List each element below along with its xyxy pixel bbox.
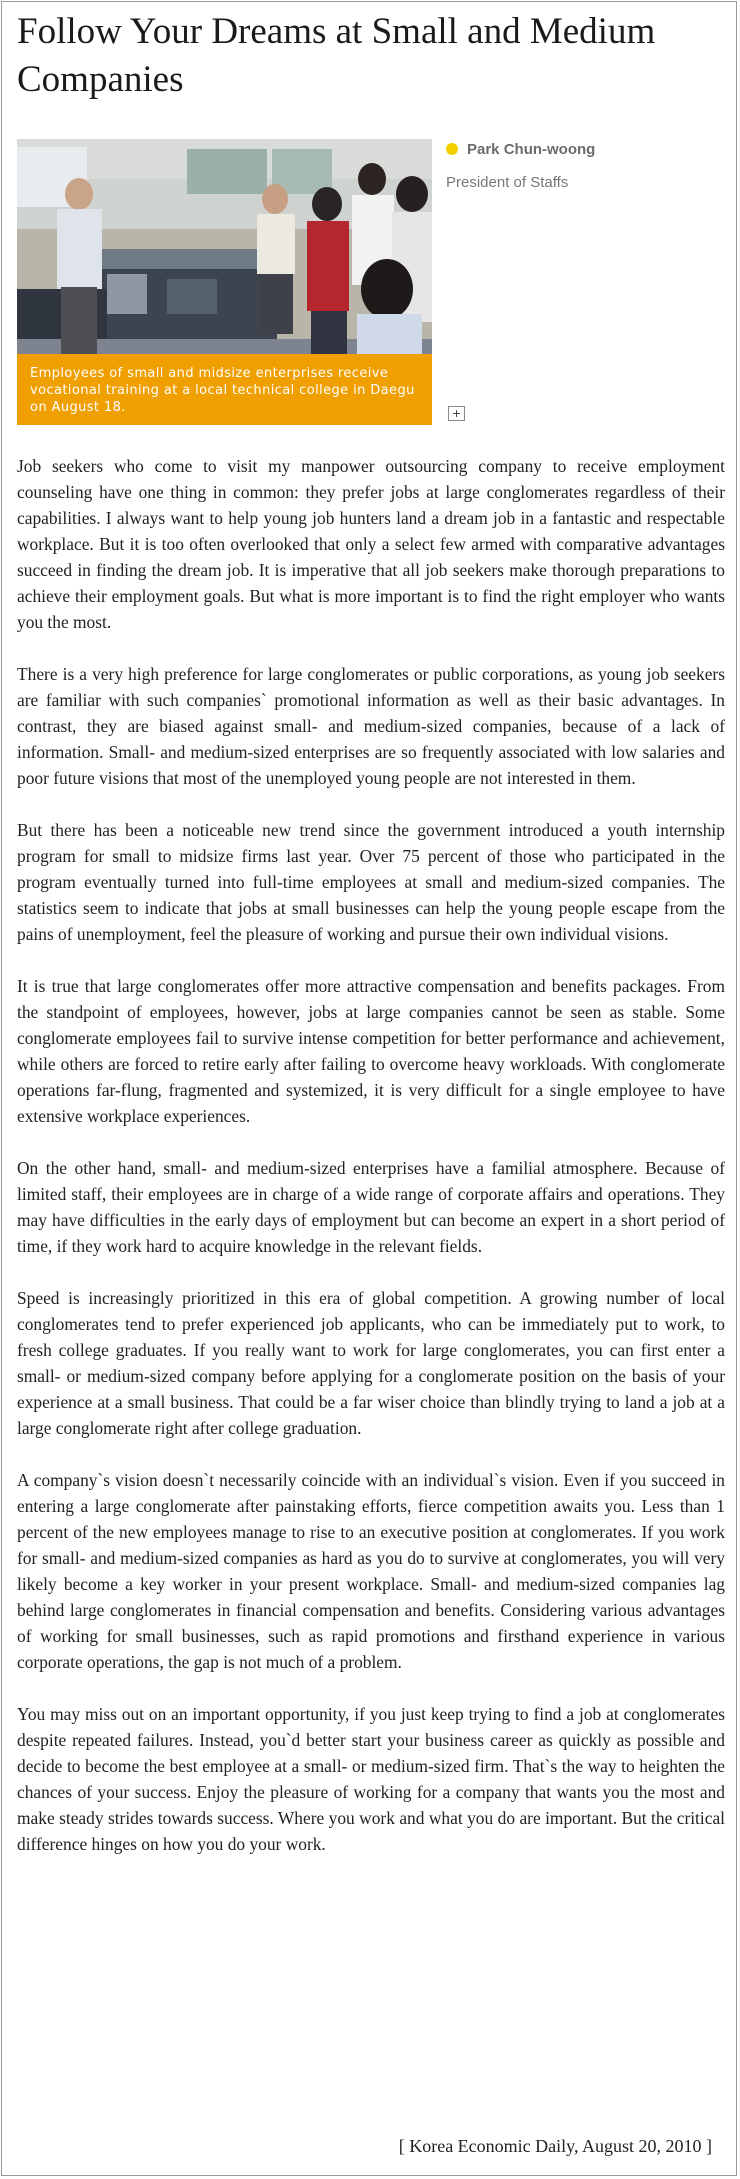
paragraph-1: Job seekers who come to visit my manpower outsourcing company to receive employment counseling have one thing in common: they prefer jobs at large conglomerates regardless of their capabilities. I always want to help young job hunters land a dream job in a fantastic and respectable workplace. But it is too often overlooked that only a select few armed with comparative advantages succeed in finding the dream job. It is imperative that all job seekers make thorough preparations to achieve their employment goals. But what is more important is to find the right employer who wants you the most. — [17, 456, 725, 632]
author-name: Park Chun-woong — [467, 140, 596, 158]
paragraph-6: Speed is increasingly prioritized in this era of global competition. A growing number of local conglomerates tend to prefer experienced job applicants, who can be immediately put to work, to fresh college graduates. If you really want to work for large conglomerates, you can first enter a small- or medium-sized company before applying for a conglomerate position on the basis of your experience at a small business. That could be a far wiser choice than blindly trying to land a job at a large conglomerate right after college graduation. — [17, 1288, 725, 1438]
plus-icon: + — [451, 407, 462, 420]
article-page — [1, 1, 737, 2176]
photo-caption: Employees of small and midsize enterprises receive vocational training at a local technical college in Daegu on August 18. — [17, 354, 432, 425]
bullet-dot-icon — [446, 143, 458, 155]
paragraph-3: But there has been a noticeable new trend since the government introduced a youth internship program for small to midsize firms last year. Over 75 percent of those who participated in the program eventually turned into full-time employees at small and medium-sized companies. The statistics seem to indicate that jobs at small businesses can help the young people escape from the pains of unemployment, feel the pleasure of working and pursue their own individual visions. — [17, 820, 725, 944]
paragraph-8: You may miss out on an important opportunity, if you just keep trying to find a job at conglomerates despite repeated failures. Instead, you`d better start your business career as quickly as possible and decide to become the best employee at a small- or medium-sized firm. That`s the way to heighten the chances of your success. Enjoy the pleasure of working for a company that wants you the most and make steady strides towards success. Where you work and what you do are important. But the critical difference hinges on how you do your work. — [17, 1704, 725, 1854]
article-title: Follow Your Dreams at Small and Medium Companies — [17, 11, 656, 100]
paragraph-2: There is a very high preference for large conglomerates or public corporations, as young job seekers are familiar with such companies` promotional information as well as their basic advantages. In contrast, they are biased against small- and medium-sized companies, because of a lack of information. Small- and medium-sized enterprises are so frequently associated with low salaries and poor future visions that most of the unemployed young people are not interested in them. — [17, 664, 725, 788]
author-role: President of Staffs — [446, 174, 569, 191]
paragraph-5: On the other hand, small- and medium-sized enterprises have a familial atmosphere. Because of limited staff, their employees are in charge of a wide range of corporate affairs and operations. They may have difficulties in the early days of employment but can become an expert in a short period of time, if they work hard to acquire knowledge in the relevant fields. — [17, 1158, 725, 1256]
author-block — [446, 139, 726, 191]
article-body — [17, 453, 725, 1883]
paragraph-7: A company`s vision doesn`t necessarily coincide with an individual`s vision. Even if you succeed in entering a large conglomerate after painstaking efforts, fierce competition awaits you. Less than 1 percent of the new employees manage to rise to an executive position at conglomerates. If you work for small- and medium-sized companies as hard as you do to survive at conglomerates, you will very likely become a key worker in your present workplace. Small- and medium-sized companies lag behind large conglomerates in financial compensation and benefits. Considering various advantages of working for small businesses, such as rapid promotions and firsthand experience in various corporate operations, the gap is not much of a problem. — [17, 1470, 725, 1672]
photo-expand-button[interactable] — [448, 406, 465, 421]
article-source: [ Korea Economic Daily, August 20, 2010 ] — [398, 2136, 712, 2156]
author-name-row — [446, 139, 726, 159]
paragraph-4: It is true that large conglomerates offer more attractive compensation and benefits packages. From the standpoint of employees, however, jobs at large companies cannot be seen as stable. Some conglomerate employees fail to survive intense competition for better performance and achievement, while others are forced to retire early after failing to overcome heavy workloads. With conglomerate operations far-flung, fragmented and systemized, it is very difficult for a single employee to have extensive workplace experiences. — [17, 976, 725, 1126]
